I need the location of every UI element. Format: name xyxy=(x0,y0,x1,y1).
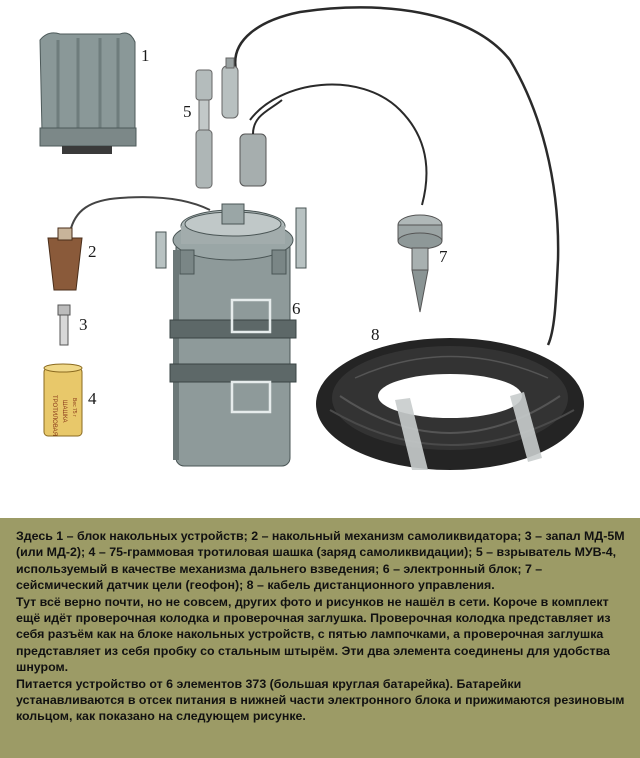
label-4: 4 xyxy=(88,389,97,408)
caption-paragraph-1: Здесь 1 – блок накольных устройств; 2 – накольный механизм самоликвидатора; 3 – запал МД-5М (или МД-2); 4 – 75-граммовая тротиловая шашка (заряд самоликвидации); 5 – взрыватель МУВ-4, используемый в качестве механизма дальнего взведения; 6 – электронный блок; 7 – сейсмический датчик цели (геофон); 8 – кабель дистанционного управления. xyxy=(16,529,625,593)
label-6: 6 xyxy=(292,299,301,318)
contact-block-1 xyxy=(40,33,136,154)
detonator-3 xyxy=(58,305,70,345)
label-2: 2 xyxy=(88,242,97,261)
label-8: 8 xyxy=(371,325,380,344)
cable-7 xyxy=(250,85,427,205)
seismic-sensor-7 xyxy=(398,215,442,312)
label-7: 7 xyxy=(439,247,448,266)
self-destruct-mechanism-2 xyxy=(48,228,82,290)
label-1: 1 xyxy=(141,46,150,65)
shashka-label-1: ТРОТИЛОВАЯ xyxy=(51,395,57,436)
muv4-fuse-5 xyxy=(196,58,282,188)
caption-paragraph-2: Тут всё верно почти, но не совсем, других фото и рисунков не нашёл в сети. Короче в комплект ещё идёт проверочная колодка и проверочная заглушка. Проверочная колодка представляет из себя разъём как на блоке накольных устройств, с пятью лампочками, а проверочная заглушка представляет из себя пробку со стальным штырём. Эти два элемента соединены для удобства шнуром. xyxy=(16,594,611,675)
caption-paragraph-3: Питается устройство от 6 элементов 373 (большая круглая батарейка). Батарейки устанавливаются в отсек питания в нижней части электронного блока и прижимаются резиновым кольцом, как показано на следующем рисунке. xyxy=(16,676,625,724)
shashka-label-2: ШАШКА xyxy=(61,400,67,423)
label-5: 5 xyxy=(183,102,192,121)
caption-box xyxy=(0,518,640,758)
shashka-label-3: Вес 75 г xyxy=(71,398,77,417)
label-3: 3 xyxy=(79,315,88,334)
electronic-block-6 xyxy=(156,204,306,466)
cable-coil-8 xyxy=(316,338,584,470)
